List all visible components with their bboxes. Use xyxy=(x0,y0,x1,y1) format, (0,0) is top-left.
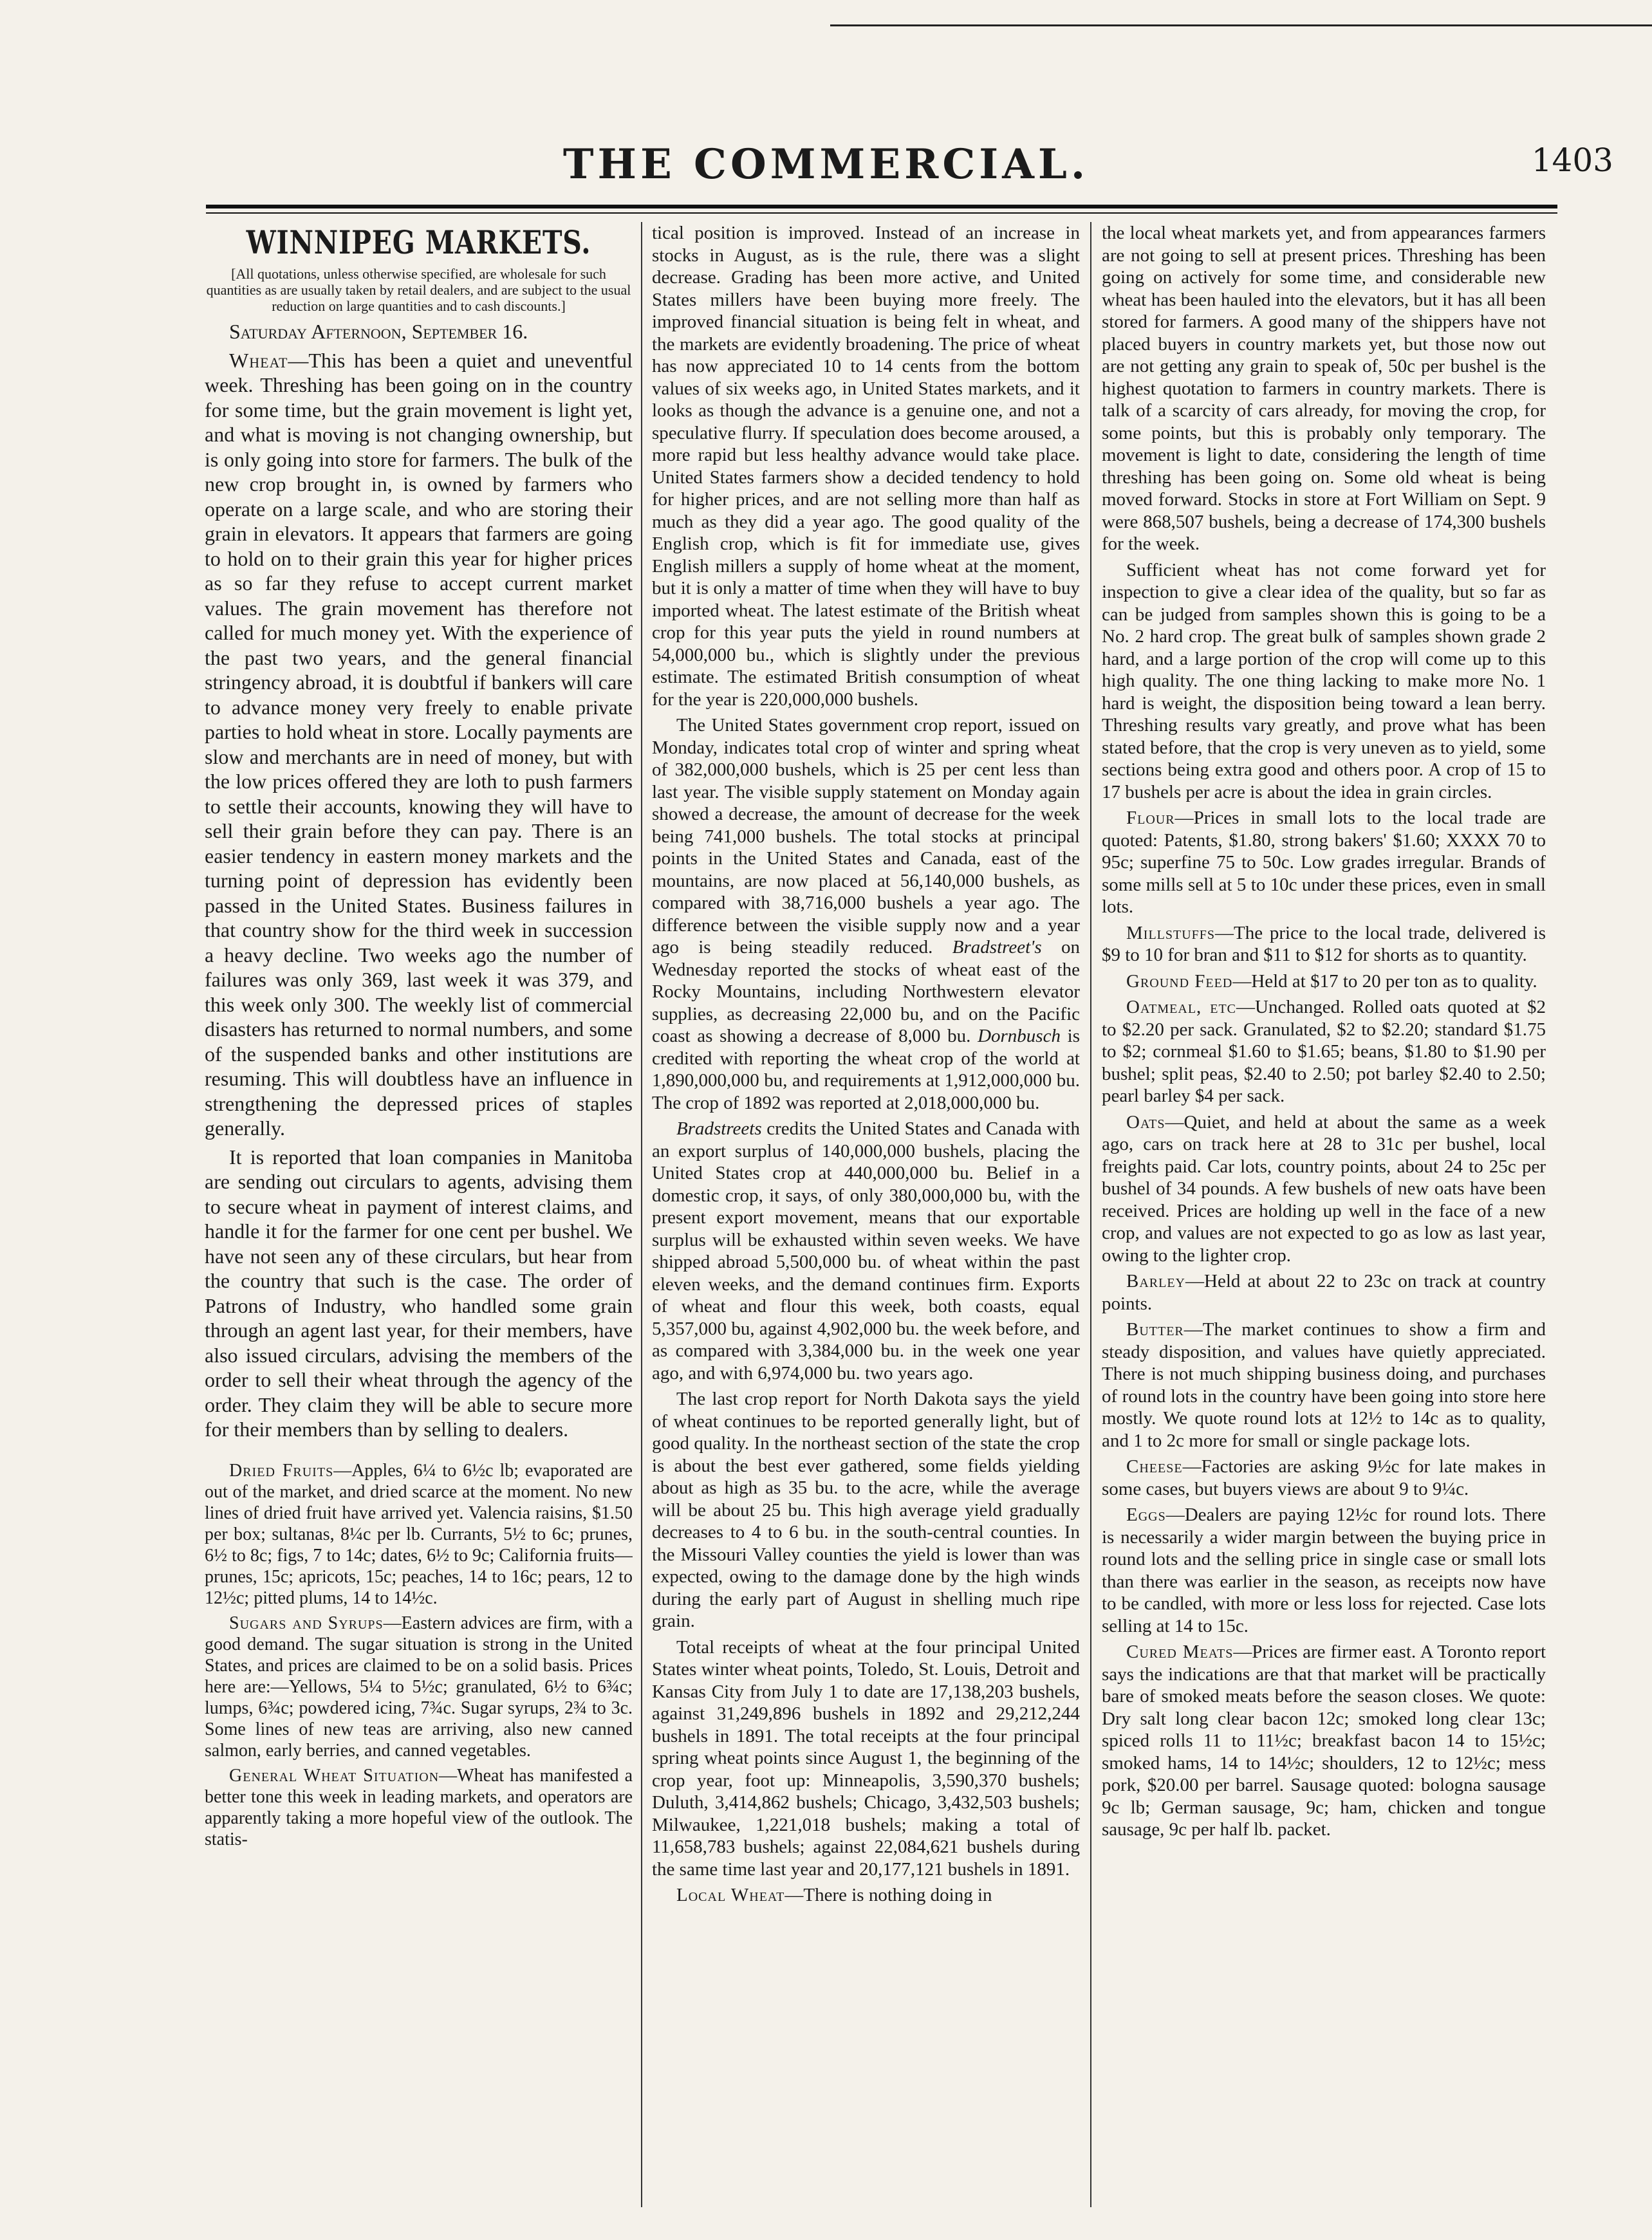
top-rule xyxy=(830,24,1652,26)
lead-flour: Flour xyxy=(1126,808,1175,828)
paragraph-general-wheat xyxy=(205,1765,633,1850)
paragraph-ground-feed xyxy=(1102,970,1546,993)
paragraph-butter xyxy=(1102,1319,1546,1452)
text-oats: —Quiet, and held at about the same as a week ago, cars on track here at 28 to 31c per bushel, local freights paid. Car lots, country points, about 24 to 25c per bushel of 34 pounds. A few bushels of new oats have been received. Prices are holding up well in the face of a new crop, and values are not expected to go as low as last year, owing to the lighter crop. xyxy=(1102,1111,1546,1266)
text-sugars: —Eastern advices are firm, with a good demand. The sugar situation is strong in the United States, and prices are claimed to be on a solid basis. Prices here are:—Yellows, 5¼ to 5½c; granulated, 6½ to 6¾c; lumps, 6¾c; powdered icing, 7¾c. Sugar syrups, 2¾ to 3c. Some lines of new teas are arriving, also new canned salmon, early berries, and canned vegetables. xyxy=(205,1613,633,1761)
text-bradstreet: on Wednesday reported the stocks of wheat east of the Rocky Mountains, including Northwestern elevator supplies, as decreasing 22,000 bu, and on the Pacific coast as showing a decrease of 8,000 bu. xyxy=(652,937,1080,1046)
text-flour: —Prices in small lots to the local trade are quoted: Patents, $1.80, strong bakers' $1.60; XXXX 70 to 95c; superfine 75 to 50c. Low grades irregular. Brands of some mills sell at 5 to 10c under these prices, even in small lots. xyxy=(1102,808,1546,917)
paragraph-local-wheat xyxy=(652,1884,1080,1907)
paragraph-oats xyxy=(1102,1111,1546,1267)
paragraph-quality: Sufficient wheat has not come forward yet for inspection to give a clear idea of the quality, but so far as can be judged from samples shown this is going to be a No. 2 hard crop. The great bulk of samples shown grade 2 hard, and a large portion of the crop will come up to this high quality. The one thing lacking to make more No. 1 hard is weight, the disposition being toward a lean berry. Threshing results vary greatly, and prove what has been stated before, that the crop is very uneven as to yield, some sections being extra good and others poor. A crop of 15 to 17 bushels per acre is about the idea in grain circles. xyxy=(1102,559,1546,802)
paragraph-north-dakota: The last crop report for North Dakota says the yield of wheat continues to be reported generally light, but of good quality. In the northeast section of the state the crop is about the best ever gathered, some fields yielding about as high as 35 bu. to the acre, while the average will be about 25 bu. This high average yield gradually decreases to 4 to 6 bu. in the south-central counties. In the Missouri Valley counties the yield is lower than was expected, owing to the damage done by the high winds during the early part of August in shelling much ripe grain. xyxy=(652,1389,1080,1631)
text-cheese: —Factories are asking 9½c for late makes in some cases, but buyers views are about 9 to 9¼c. xyxy=(1102,1456,1546,1499)
lead-eggs: Eggs xyxy=(1126,1504,1166,1525)
lead-sugars: Sugars and Syrups xyxy=(229,1613,384,1633)
text-general-wheat: —Wheat has manifested a better tone this week in leading markets, and operators are apparently taking a more hopeful view of the outlook. The statis- xyxy=(205,1765,633,1849)
source-dornbusch: Dornbusch xyxy=(978,1026,1061,1046)
paragraph-local-markets: the local wheat markets yet, and from appearances farmers are not going to sell at present prices. Threshing has been going on actively for some time, and considerable new wheat has been hauled into the elevators, but it has all been stored for farmers. A good many of the shippers have not placed buyers in country markets yet, but those now out are not getting any grain to speak of, 50c per bushel is the highest quotation to farmers in country markets. There is talk of a scarcity of cars already, for moving the crop, for some points, but this is probably only temporary. The movement is light to date, considering the length of time threshing has been going on. Some old wheat is being moved forward. Stocks in store at Fort William on Sept. 9 were 868,507 bushels, being a decrease of 174,300 bushels for the week. xyxy=(1102,223,1546,554)
paragraph-cured-meats xyxy=(1102,1641,1546,1841)
text-crop-report: The United States government crop report, issued on Monday, indicates total crop of winter and spring wheat of 382,000,000 bushels, which is 25 per cent less than last year. The visible supply statement on Monday again showed a decrease, the amount of decrease for the week being 741,000 bushels. The total stocks at principal points in the United States and Canada, east of the mountains, are now placed at 56,140,000 bushels, as compared with 38,716,000 bushels a year ago. The difference between the visible supply now and a year ago is being steadily reduced. xyxy=(652,715,1080,958)
lead-butter: Butter xyxy=(1126,1319,1184,1340)
text-export-surplus: credits the United States and Canada with an export surplus of 140,000,000 bushels, placing the United States crop at 440,000,000 bu. Belief in a domestic crop, it says, of only 380,000,000 bu, with the present export movement, means that our exportable surplus will be exhausted within seven weeks. We have shipped abroad 5,500,000 bu. of wheat within the past eleven weeks, and the demand continues firm. Exports of wheat and flour this week, both coasts, equal 5,357,000 bu, against 4,902,000 bu. the week before, and as compared with 3,384,000 bu. in the week one year ago, and with 6,974,000 bu. two years ago. xyxy=(652,1118,1080,1384)
paragraph-eggs xyxy=(1102,1504,1546,1637)
paragraph-barley xyxy=(1102,1270,1546,1315)
column-2 xyxy=(652,222,1080,2210)
page-number: 1403 xyxy=(1531,142,1613,179)
text-butter: —The market continues to show a firm and steady disposition, and values have quietly appreciated. There is not much shipping business doing, and purchases of round lots in the country have been going into store here mostly. We quote round lots at 12½ to 14c as to quality, and 1 to 2c more for small or single package lots. xyxy=(1102,1319,1546,1451)
source-bradstreets: Bradstreets xyxy=(676,1118,762,1139)
column-divider-1 xyxy=(641,222,642,2207)
lead-cured-meats: Cured Meats xyxy=(1126,1642,1234,1662)
text-dried-fruits: —Apples, 6¼ to 6½c lb; evaporated are out of the market, and dried scarce at the moment. No new lines of dried fruit have arrived yet. Valencia raisins, $1.50 per box; sultanas, 8¼c per lb. Currants, 5½ to 6c; prunes, 6½ to 8c; figs, 7 to 14c; dates, 6½ to 9c; California fruits—prunes, 15c; apricots, 15c; peaches, 14 to 16c; pears, 12 to 12½c; pitted plums, 14 to 14½c. xyxy=(205,1460,633,1608)
text-cured-meats: —Prices are firmer east. A Toronto report says the indications are that that market will be practically bare of smoked meats before the season closes. We quote: Dry salt long clear bacon 12c; smoked long clear 13c; spiced rolls 11 to 11½c; breakfast bacon 14 to 15½c; smoked hams, 14 to 14½c; shoulders, 12 to 12½c; mess pork, $20.00 per barrel. Sausage quoted: bologna sausage 9c lb; German sausage, 9c; ham, chicken and tongue sausage, 9c per half lb. packet. xyxy=(1102,1642,1546,1840)
text-barley: —Held at about 22 to 23c on track at country points. xyxy=(1102,1271,1546,1314)
column-divider-2 xyxy=(1090,222,1091,2207)
paragraph-millstuffs xyxy=(1102,922,1546,967)
lead-dried-fruits: Dried Fruits xyxy=(229,1460,334,1481)
masthead-rule-thick xyxy=(206,205,1557,208)
masthead-rule-thin xyxy=(206,212,1557,214)
paragraph-statistical: tical position is improved. Instead of an increase in stocks in August, as is the rule, there was a slight decrease. Grading has been more active, and United States millers have been buying more freely. The improved financial situation is being felt in wheat, and the markets are evidently broadening. The price of wheat has now appreciated 10 to 14 cents from the bottom values of six weeks ago, in United States markets, and it looks as though the advance is a genuine one, and not a speculative flurry. If speculation does become aroused, a more rapid but less healthy advance would take place. United States farmers show a decided tendency to hold for higher prices, and are not selling more than half as much as they did a year ago. The good quality of the English crop, which is fit for immediate use, gives English millers a supply of home wheat at the moment, but it is only a matter of time when they will have to buy imported wheat. The latest estimate of the British wheat crop for this year puts the yield in round numbers at 54,000,000 bu., which is slightly under the previous estimate. The estimated British consumption of wheat for the year is 220,000,000 bushels. xyxy=(652,223,1080,710)
column-3 xyxy=(1102,222,1546,2210)
text-ground-feed: —Held at $17 to 20 per ton as to quality. xyxy=(1232,970,1537,992)
paragraph-sugars xyxy=(205,1613,633,1761)
lead-general-wheat: General Wheat Situation xyxy=(229,1765,440,1786)
text-wheat: —This has been a quiet and uneventful week. Threshing has been going on in the country for some time, but the grain movement is light yet, and what is moving is not changing ownership, but is only going into store for farmers. The bulk of the new crop brought in, is owned by farmers who operate on a large scale, and who are storing their grain in elevators. It appears that farmers are going to hold on to their grain this year for higher prices as so far they refuse to accept current market values. The grain movement has therefore not called for much money yet. With the experience of the past two years, and the general financial stringency abroad, it is doubtful if bankers will care to advance money very freely to enable private parties to hold wheat in store. Locally payments are slow and merchants are in need of money, but with the low prices offered they are loth to push farmers to settle their accounts, knowing they will have to sell their grain before they can pay. There is an easier tendency in eastern money markets and the turning point of depression has evidently been passed in the United States. Business failures in that country show for the third week in succession a heavy decline. Two weeks ago the number of failures was only 369, last week it was 379, and this week only 300. The weekly list of commercial disasters has returned to normal numbers, and some of the suspended banks and other institutions are resuming. This will doubtless have an influence in strengthening the depressed prices of staples generally. xyxy=(205,348,633,1140)
section-heading: WINNIPEG MARKETS. xyxy=(246,223,591,261)
column-1 xyxy=(205,222,633,2210)
text-local-wheat: —There is nothing doing in xyxy=(784,1885,992,1905)
paragraph-oatmeal xyxy=(1102,996,1546,1107)
dateline: Saturday Afternoon, September 16. xyxy=(229,320,528,343)
paragraph-flour xyxy=(1102,807,1546,918)
lead-local-wheat: Local Wheat xyxy=(676,1885,785,1905)
text-dornbusch: is credited with reporting the wheat crop of the world at 1,890,000,000 bu, and requirements at 1,912,000,000 bu. The crop of 1892 was reported at 2,018,000,000 bu. xyxy=(652,1026,1080,1113)
quotation-note: [All quotations, unless otherwise specified, are wholesale for such quantities as are usually taken by retail dealers, and are subject to the usual reduction on large quantities and to cash discounts.] xyxy=(206,266,631,314)
paragraph-cheese xyxy=(1102,1456,1546,1500)
source-bradstreet: Bradstreet's xyxy=(952,937,1042,958)
paragraph-receipts: Total receipts of wheat at the four principal United States winter wheat points, Toledo, St. Louis, Detroit and Kansas City from July 1 to date are 17,138,203 bushels, against 31,249,896 bushels in 1892 and 29,212,244 bushels in 1891. The total receipts at the four principal spring wheat points since August 1, the beginning of the crop year, foot up: Minneapolis, 3,590,370 bushels; Duluth, 3,414,862 bushels; Chicago, 3,432,503 bushels; Milwaukee, 1,221,018 bushels; making a total of 11,658,783 bushels; against 22,084,621 bushels during the same time last year and 20,177,121 bushels in 1891. xyxy=(652,1636,1080,1880)
text-oatmeal: —Unchanged. Rolled oats quoted at $2 to $2.20 per sack. Granulated, $2 to $2.20; standard $1.75 to $2; cornmeal $1.60 to $1.65; beans, $1.80 to $1.90 per bushel; split peas, $2.40 to 2.50; pot barley $2.40 to 2.50; pearl barley $4 per sack. xyxy=(1102,997,1546,1106)
masthead-title: THE COMMERCIAL. xyxy=(562,140,1090,189)
lead-oatmeal: Oatmeal, etc xyxy=(1126,997,1237,1017)
text-millstuffs: —The price to the local trade, delivered is $9 to 10 for bran and $11 to $12 for shorts as to quantity. xyxy=(1102,922,1546,965)
lead-ground-feed: Ground Feed xyxy=(1126,970,1233,992)
paragraph-wheat xyxy=(205,348,633,1141)
text-eggs: —Dealers are paying 12½c for round lots. There is necessarily a wider margin between the buying price in round lots and the selling price in single case or small lots than there was earlier in the season, as receipts now have to be candled, with more or less loss for rejected. Case lots selling at 14 to 15c. xyxy=(1102,1504,1546,1636)
paragraph-dried-fruits xyxy=(205,1460,633,1609)
paragraph-loan-companies: It is reported that loan companies in Manitoba are sending out circulars to agents, advising them to secure wheat in payment of interest claims, and handle it for the farmer for one cent per bushel. We have not seen any of these circulars, but hear from the country that such is the case. The order of Patrons of Industry, who handled some grain through an agent last year, for their members, have also issued circulars, advising the members of the order to sell their wheat through the agency of the order. They claim they will be able to secure more for their members than by selling to dealers. xyxy=(205,1145,633,1441)
lead-barley: Barley xyxy=(1126,1271,1186,1291)
lead-millstuffs: Millstuffs xyxy=(1126,922,1216,943)
paragraph-crop-report xyxy=(652,714,1080,1114)
lead-cheese: Cheese xyxy=(1126,1456,1183,1477)
lead-oats: Oats xyxy=(1126,1111,1165,1133)
lead-wheat: Wheat xyxy=(229,348,288,372)
paragraph-export-surplus xyxy=(652,1118,1080,1384)
